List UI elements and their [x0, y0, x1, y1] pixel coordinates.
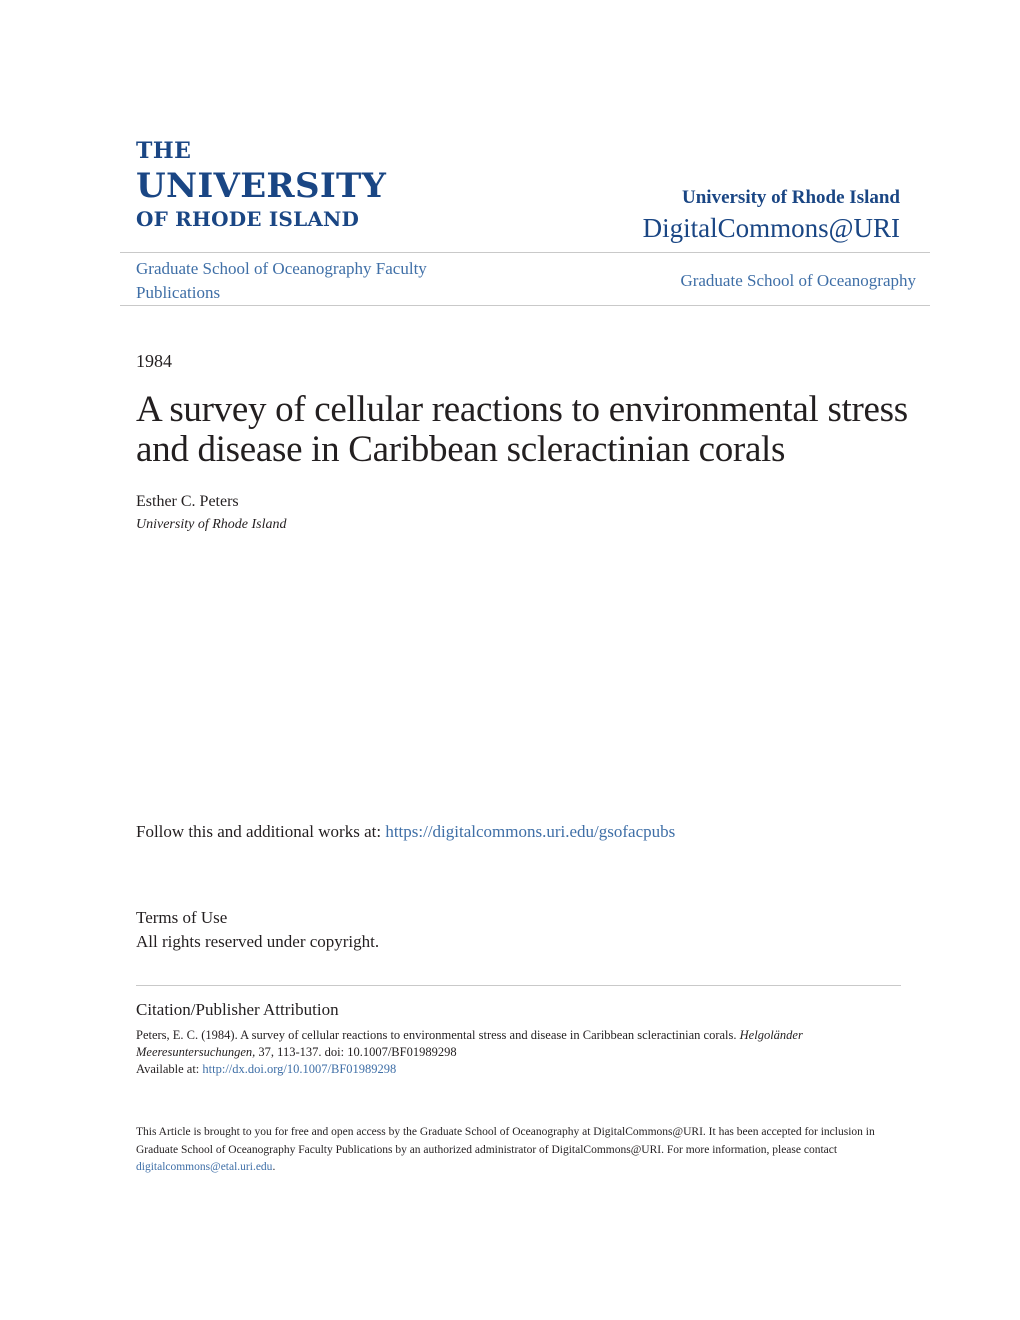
- citation-details: 37, 113-137. doi: 10.1007/BF01989298: [255, 1045, 457, 1059]
- logo-line-rhode-island: OF RHODE ISLAND: [136, 207, 360, 231]
- follow-label: Follow this and additional works at:: [136, 822, 386, 841]
- citation-journal: Helgoländer Meeresuntersuchungen,: [136, 1028, 803, 1059]
- department-link[interactable]: Graduate School of Oceanography: [680, 271, 916, 290]
- repository-brand[interactable]: [643, 186, 900, 244]
- doi-link[interactable]: http://dx.doi.org/10.1007/BF01989298: [202, 1062, 397, 1076]
- header-rule-bottom: [120, 305, 930, 306]
- citation-heading: Citation/Publisher Attribution: [136, 1000, 339, 1019]
- footer-end: .: [272, 1161, 276, 1173]
- institution-name[interactable]: University of Rhode Island: [682, 187, 900, 208]
- citation-text: [136, 1027, 896, 1078]
- footer-text: This Article is brought to you for free and open access by the Graduate School of Oceanography at DigitalCommons@URI. It has been accepted for inclusion in Graduate School of Oceanography Faculty Publications by an authorized administrator of DigitalCommons@URI. For more information, please contact: [136, 1126, 875, 1156]
- contact-email-link[interactable]: digitalcommons@etal.uri.edu: [136, 1161, 273, 1173]
- terms-heading: Terms of Use: [136, 908, 228, 927]
- repository-name[interactable]: DigitalCommons@URI: [642, 213, 900, 243]
- terms-text: All rights reserved under copyright.: [136, 932, 380, 951]
- citation-rule: [136, 985, 901, 986]
- university-logo[interactable]: [136, 140, 386, 230]
- series-link[interactable]: Graduate School of Oceanography Faculty Publications: [136, 259, 427, 302]
- follow-url-link[interactable]: https://digitalcommons.uri.edu/gsofacpubs: [385, 822, 676, 841]
- header-rule-top: [120, 252, 930, 253]
- follow-line: [136, 822, 675, 842]
- article-title: A survey of cellular reactions to environmental stress and disease in Caribbean scleractinian corals: [136, 389, 908, 470]
- author-name: Esther C. Peters: [136, 493, 239, 510]
- available-label: Available at:: [136, 1062, 203, 1076]
- citation-body: Peters, E. C. (1984). A survey of cellular reactions to environmental stress and disease in Caribbean scleractinian corals.: [136, 1028, 740, 1042]
- terms-of-use: [136, 906, 379, 954]
- author-affiliation: University of Rhode Island: [136, 517, 287, 532]
- footer-notice: [136, 1124, 896, 1177]
- publication-year: 1984: [136, 351, 172, 371]
- logo-line-the: THE: [136, 138, 192, 164]
- logo-line-university: UNIVERSITY: [136, 166, 387, 206]
